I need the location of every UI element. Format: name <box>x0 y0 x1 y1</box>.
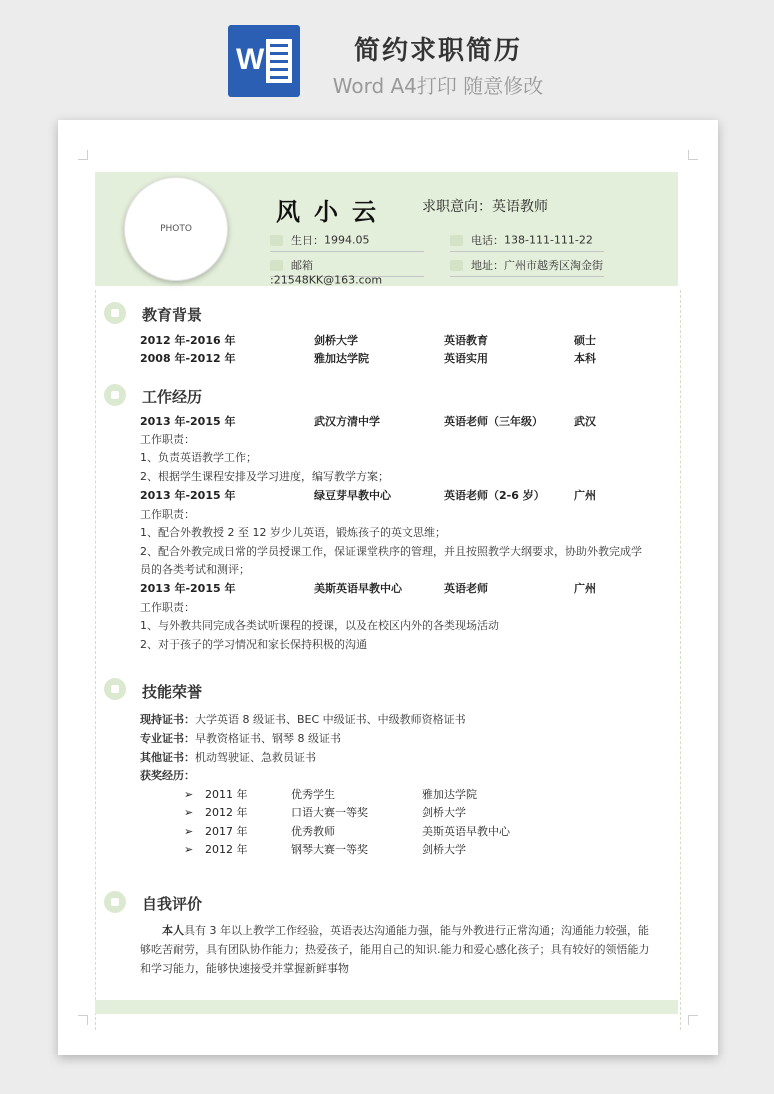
award-year: 2012 年 <box>205 806 248 819</box>
award-name: 钢琴大赛一等奖 <box>291 843 368 856</box>
duty-label: 工作职责： <box>140 508 195 521</box>
self-eval-title: 自我评价 <box>142 895 203 913</box>
job-intent: 求职意向：英语教师 <box>422 199 548 215</box>
phone-label: 电话： <box>471 234 504 247</box>
bullet-arrow-icon: ➢ <box>184 806 194 819</box>
self-eval-line <box>140 923 660 939</box>
award-name: 优秀学生 <box>291 788 335 801</box>
location-icon <box>450 260 463 271</box>
left-border-dashed <box>95 290 96 1030</box>
candidate-name: 风小云 <box>276 198 390 226</box>
job-city: 武汉 <box>574 415 596 428</box>
job-period: 2013 年-2015 年 <box>140 415 236 428</box>
phone-value: 138-111-111-22 <box>504 233 593 247</box>
right-border-dashed <box>680 290 681 1030</box>
edu-degree: 本科 <box>574 352 596 365</box>
birth-value: 1994.05 <box>324 233 370 247</box>
mail-icon <box>270 260 283 271</box>
crop-mark <box>688 150 698 160</box>
duty-line: 员的各类考试和测评； <box>140 563 250 576</box>
edu-degree: 硕士 <box>574 334 596 347</box>
job-org: 武汉方清中学 <box>314 415 380 428</box>
award-row <box>58 824 658 840</box>
address-info <box>450 257 604 277</box>
photo-label: PHOTO <box>160 224 192 234</box>
job-header <box>140 414 660 430</box>
tools-icon <box>104 678 126 700</box>
bullet-arrow-icon: ➢ <box>184 825 194 838</box>
resume-page <box>58 120 718 1055</box>
award-row <box>58 842 658 858</box>
award-org: 雅加达学院 <box>422 788 477 801</box>
edu-major: 英语教育 <box>444 334 488 347</box>
email-value: 21548KK@163.com <box>273 273 383 287</box>
banner-title: 简约求职简历 <box>353 36 522 66</box>
bullet-arrow-icon: ➢ <box>184 843 194 856</box>
banner-subtitle: Word A4打印 随意修改 <box>332 74 544 98</box>
cert-line <box>140 731 660 747</box>
email-info <box>270 257 424 287</box>
calendar-icon <box>270 235 283 246</box>
word-icon <box>228 25 300 97</box>
email-label: 邮箱 : <box>270 259 313 287</box>
cert-label: 专业证书： <box>140 732 195 745</box>
crop-mark <box>688 1015 698 1025</box>
word-logo-letter: W <box>236 43 265 76</box>
phone-info <box>450 232 604 252</box>
duty-line: 1、与外教共同完成各类试听课程的授课，以及在校区内外的各类现场活动 <box>140 619 499 632</box>
cert-value: 机动驾驶证、急救员证书 <box>195 751 316 764</box>
bullet-arrow-icon: ➢ <box>184 788 194 801</box>
award-year: 2012 年 <box>205 843 248 856</box>
skills-title: 技能荣誉 <box>142 683 203 701</box>
award-org: 剑桥大学 <box>422 843 466 856</box>
cert-line <box>140 750 660 766</box>
duty-line: 2、配合外教完成日常的学员授课工作，保证课堂秩序的管理，并且按照教学大纲要求，协助外教完成学 <box>140 545 642 558</box>
work-title: 工作经历 <box>142 388 203 406</box>
award-row <box>58 787 658 803</box>
education-row <box>140 351 660 367</box>
edu-school: 雅加达学院 <box>314 352 369 365</box>
duty-label: 工作职责： <box>140 433 195 446</box>
cert-value: 大学英语 8 级证书、BEC 中级证书、中级教师资格证书 <box>195 713 466 726</box>
edu-school: 剑桥大学 <box>314 334 358 347</box>
job-period: 2013 年-2015 年 <box>140 582 236 595</box>
duty-line: 1、配合外教教授 2 至 12 岁少儿英语，锻炼孩子的英文思维； <box>140 526 446 539</box>
graduation-cap-icon <box>104 302 126 324</box>
education-row <box>140 333 660 349</box>
duty-line: 2、根据学生课程安排及学习进度，编写教学方案； <box>140 470 389 483</box>
person-icon <box>104 891 126 913</box>
footer-band <box>95 1000 678 1014</box>
job-period: 2013 年-2015 年 <box>140 489 236 502</box>
job-org: 绿豆芽早教中心 <box>314 489 391 502</box>
crop-mark <box>78 150 88 160</box>
self-eval-lead: 本人 <box>162 924 184 937</box>
award-year: 2017 年 <box>205 825 248 838</box>
self-eval-line: 和学习能力，能够快速接受并掌握新鲜事物 <box>140 962 349 975</box>
address-value: 广州市越秀区淘金街 <box>504 259 603 272</box>
award-name: 口语大赛一等奖 <box>291 806 368 819</box>
birth-label: 生日： <box>291 234 324 247</box>
briefcase-icon <box>104 384 126 406</box>
phone-icon <box>450 235 463 246</box>
crop-mark <box>78 1015 88 1025</box>
job-header <box>140 581 660 597</box>
edu-major: 英语实用 <box>444 352 488 365</box>
duty-line: 1、负责英语教学工作； <box>140 451 257 464</box>
education-title: 教育背景 <box>142 306 203 324</box>
job-role: 英语老师（2-6 岁） <box>444 489 545 502</box>
job-role: 英语老师（三年级） <box>444 415 543 428</box>
cert-line <box>140 712 660 728</box>
edu-period: 2008 年-2012 年 <box>140 352 236 365</box>
job-city: 广州 <box>574 489 596 502</box>
award-org: 美斯英语早教中心 <box>422 825 510 838</box>
award-name: 优秀教师 <box>291 825 335 838</box>
self-eval-text: 具有 3 年以上教学工作经验，英语表达沟通能力强，能与外教进行正常沟通；沟通能力较强，能 <box>184 924 649 937</box>
award-year: 2011 年 <box>205 788 248 801</box>
top-banner <box>0 0 774 110</box>
job-role: 英语老师 <box>444 582 488 595</box>
job-org: 美斯英语早教中心 <box>314 582 402 595</box>
job-city: 广州 <box>574 582 596 595</box>
cert-value: 早教资格证书、钢琴 8 级证书 <box>195 732 341 745</box>
edu-period: 2012 年-2016 年 <box>140 334 236 347</box>
self-eval-line: 够吃苦耐劳，具有团队协作能力；热爱孩子，能用自己的知识.能力和爱心感化孩子；具有较好的领悟能力 <box>140 943 650 956</box>
awards-label: 获奖经历： <box>140 769 195 782</box>
duty-label: 工作职责： <box>140 601 195 614</box>
award-row <box>58 805 658 821</box>
award-org: 剑桥大学 <box>422 806 466 819</box>
duty-line: 2、对于孩子的学习情况和家长保持积极的沟通 <box>140 638 367 651</box>
cert-label: 现持证书： <box>140 713 195 726</box>
photo-placeholder[interactable] <box>124 177 228 281</box>
birth-info <box>270 232 424 252</box>
address-label: 地址： <box>471 259 504 272</box>
job-header <box>140 488 660 504</box>
cert-label: 其他证书： <box>140 751 195 764</box>
